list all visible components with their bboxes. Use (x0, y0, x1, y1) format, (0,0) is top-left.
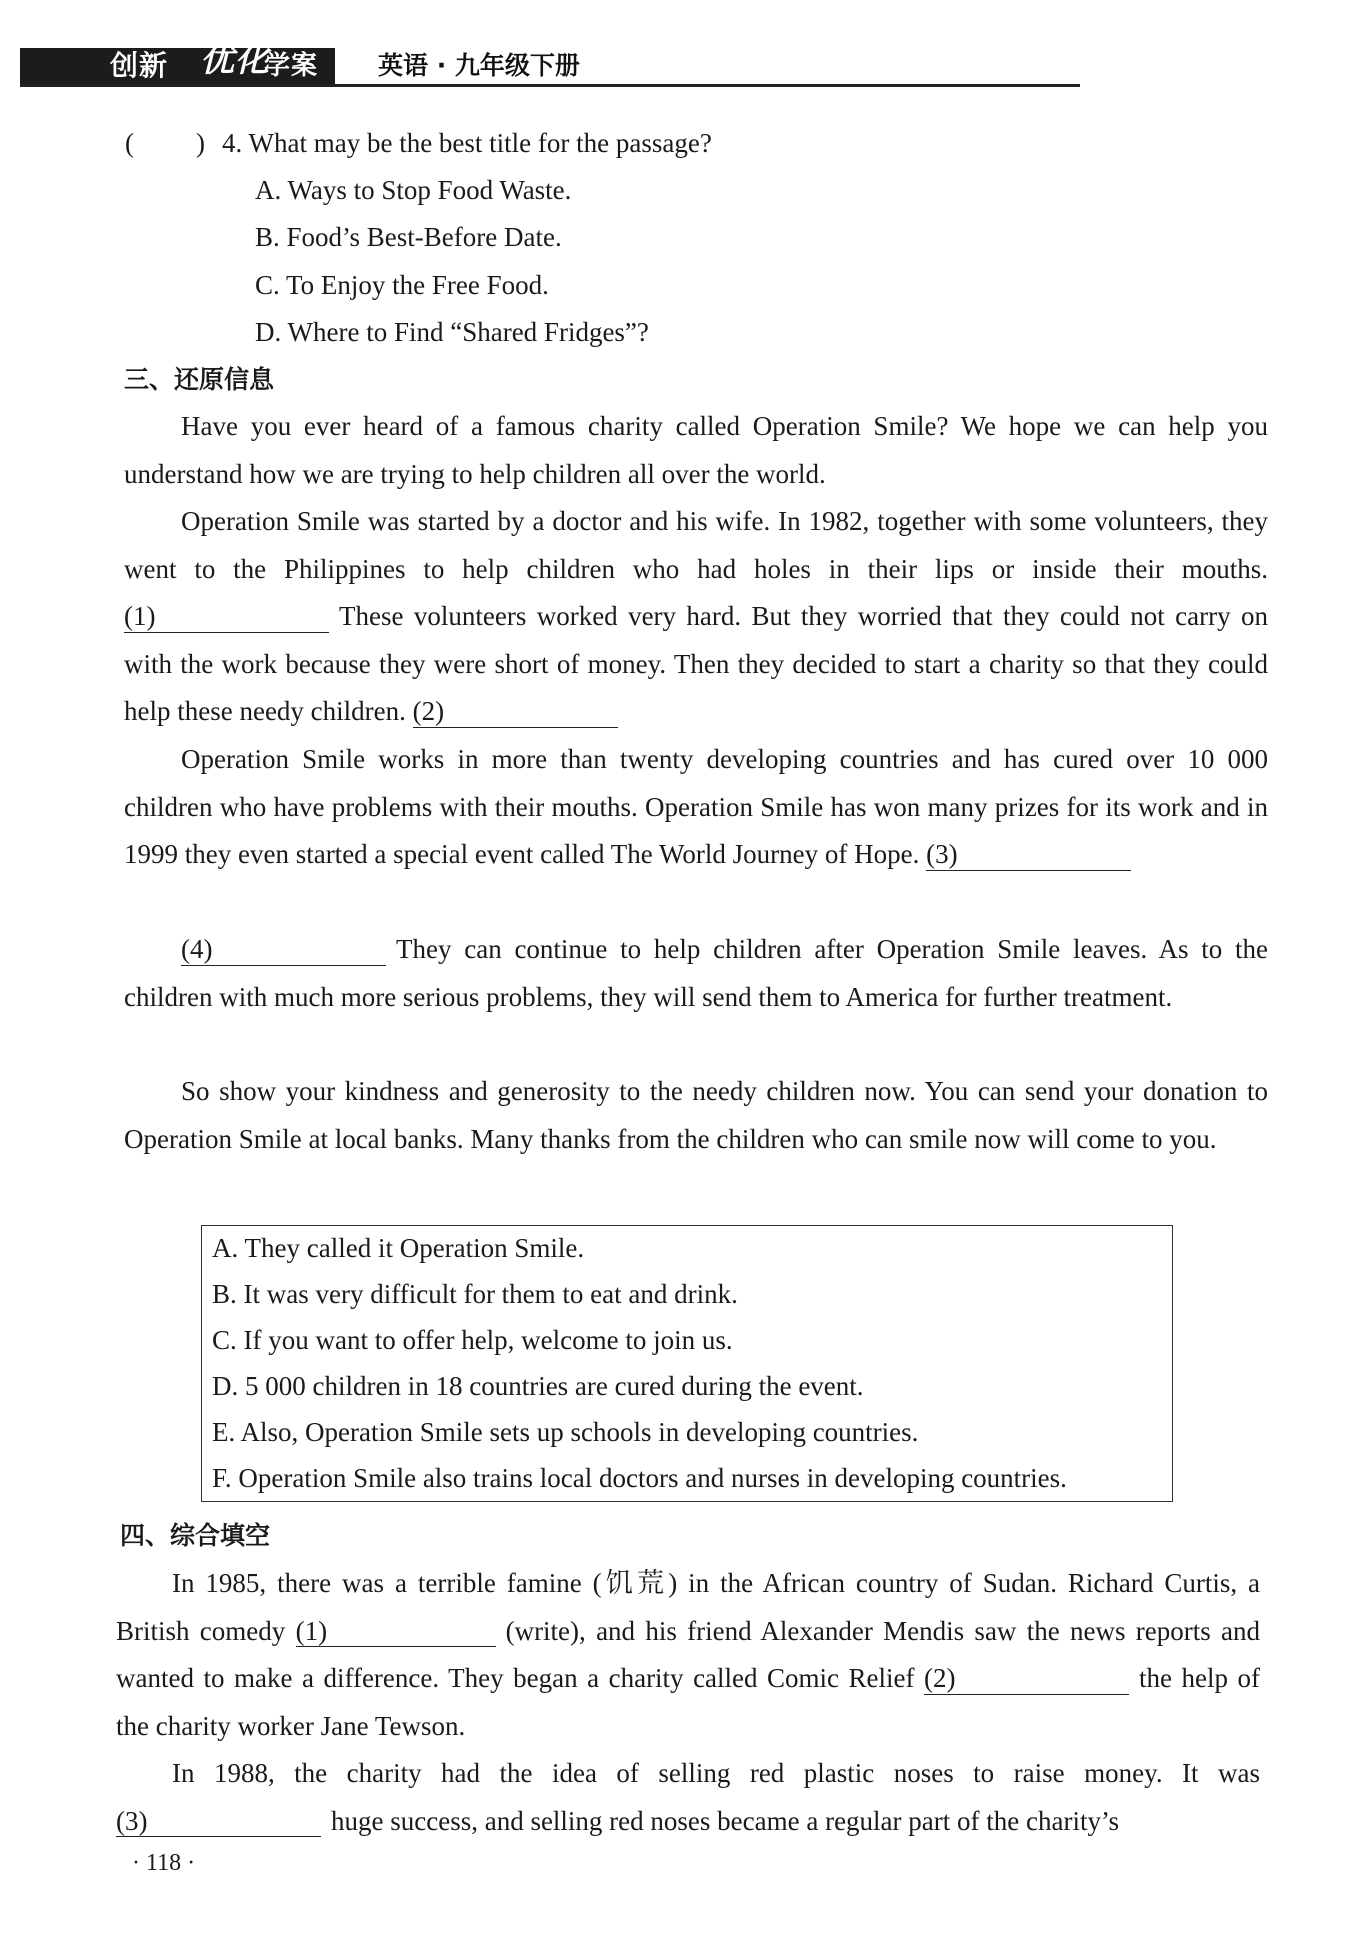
s3-p3-text: Operation Smile works in more than twenty developing countries and has cured over 10 000 children who have problems with their mouths. Operation Smile has won many prizes for its work and in 1999 they even started a special event called The World Journey of Hope. (124, 744, 1268, 869)
s4-p2-text-a: In 1988, the charity had the idea of selling red plastic noses to raise money. It was (172, 1758, 1260, 1788)
s4-p2-text-b: huge success, and selling red noses became a regular part of the charity’s (331, 1805, 1119, 1836)
s3-paragraph-2 (124, 498, 1268, 736)
s3-blank-4[interactable]: (4) (181, 935, 386, 966)
s3-blank-2[interactable]: (2) (413, 697, 618, 728)
s3-option-b: B. It was very difficult for them to eat and drink. (212, 1279, 738, 1309)
book-title: 英语 · 九年级下册 (378, 51, 580, 80)
s4-paragraph-1 (116, 1560, 1260, 1750)
s3-option-d: D. 5 000 children in 18 countries are cured during the event. (212, 1371, 864, 1401)
s3-p2-text-a: Operation Smile was started by a doctor and his wife. In 1982, together with some volunteers, they went to the Philippines to help children who had holes in their lips or inside their mouths. (124, 506, 1268, 584)
q4-stem: 4. What may be the best title for the passage? (222, 128, 712, 158)
s3-paragraph-5 (124, 1068, 1268, 1163)
s3-option-f: F. Operation Smile also trains local doctors and nurses in developing countries. (212, 1463, 1067, 1493)
s4-p1-text-c: the help of the charity worker Jane Tewson. (116, 1663, 1261, 1741)
s4-blank-2[interactable]: (2) (924, 1664, 1129, 1695)
s3-blank-1[interactable]: (1) (124, 602, 329, 633)
s3-options-box (201, 1225, 1173, 1502)
s4-blank-1[interactable]: (1) (296, 1617, 496, 1648)
s3-p5-text: So show your kindness and generosity to the needy children now. You can send your donation to Operation Smile at local banks. Many thanks from the children who can smile now will come to you. (124, 1076, 1268, 1154)
brand-part1: 创新 (110, 49, 169, 82)
s3-blank-3[interactable]: (3) (926, 840, 1131, 871)
s4-paragraph-2 (116, 1750, 1260, 1845)
s3-paragraph-3 (124, 736, 1268, 879)
q4-paren-close: ) (196, 128, 205, 158)
s3-option-c: C. If you want to offer help, welcome to join us. (212, 1325, 733, 1355)
s3-option-a: A. They called it Operation Smile. (212, 1233, 585, 1263)
section3-heading: 三、还原信息 (124, 365, 275, 394)
q4-option-b: B. Food’s Best-Before Date. (255, 222, 562, 252)
header-rule (20, 84, 1080, 87)
q4-option-a: A. Ways to Stop Food Waste. (255, 175, 572, 205)
q4-option-c: C. To Enjoy the Free Food. (255, 270, 549, 300)
q4-paren-open: ( (125, 128, 134, 158)
s3-option-e: E. Also, Operation Smile sets up schools in developing countries. (212, 1417, 919, 1447)
brand-logo (20, 40, 335, 84)
s3-paragraph-4 (124, 926, 1268, 1021)
brand-part2: 优化 (200, 40, 270, 80)
page-header (20, 40, 1080, 86)
s4-p1-text-a: In 1985, there was a terrible famine (饥荒) in the African country of Sudan. Richard Curtis, a British comedy (116, 1568, 1260, 1646)
s4-blank-3[interactable]: (3) (116, 1807, 321, 1838)
s3-p2-text-b: These volunteers worked very hard. But they worried that they could not carry on with the work because they were short of money. Then they decided to start a charity so that they could help these needy children. (124, 601, 1268, 726)
s3-p1-text: Have you ever heard of a famous charity called Operation Smile? We hope we can help you understand how we are trying to help children all over the world. (124, 411, 1268, 489)
section4-heading: 四、综合填空 (120, 1521, 271, 1550)
brand-part3: 学案 (264, 51, 319, 81)
s3-p4-text: They can continue to help children after Operation Smile leaves. As to the children with much more serious problems, they will send them to America for further treatment. (124, 934, 1268, 1012)
page-number: · 118 · (132, 1850, 196, 1876)
s3-paragraph-1 (124, 403, 1268, 498)
s4-p1-text-b: (write), and his friend Alexander Mendis saw the news reports and wanted to make a difference. They began a charity called Comic Relief (116, 1615, 1261, 1693)
q4-option-d: D. Where to Find “Shared Fridges”? (255, 317, 649, 347)
